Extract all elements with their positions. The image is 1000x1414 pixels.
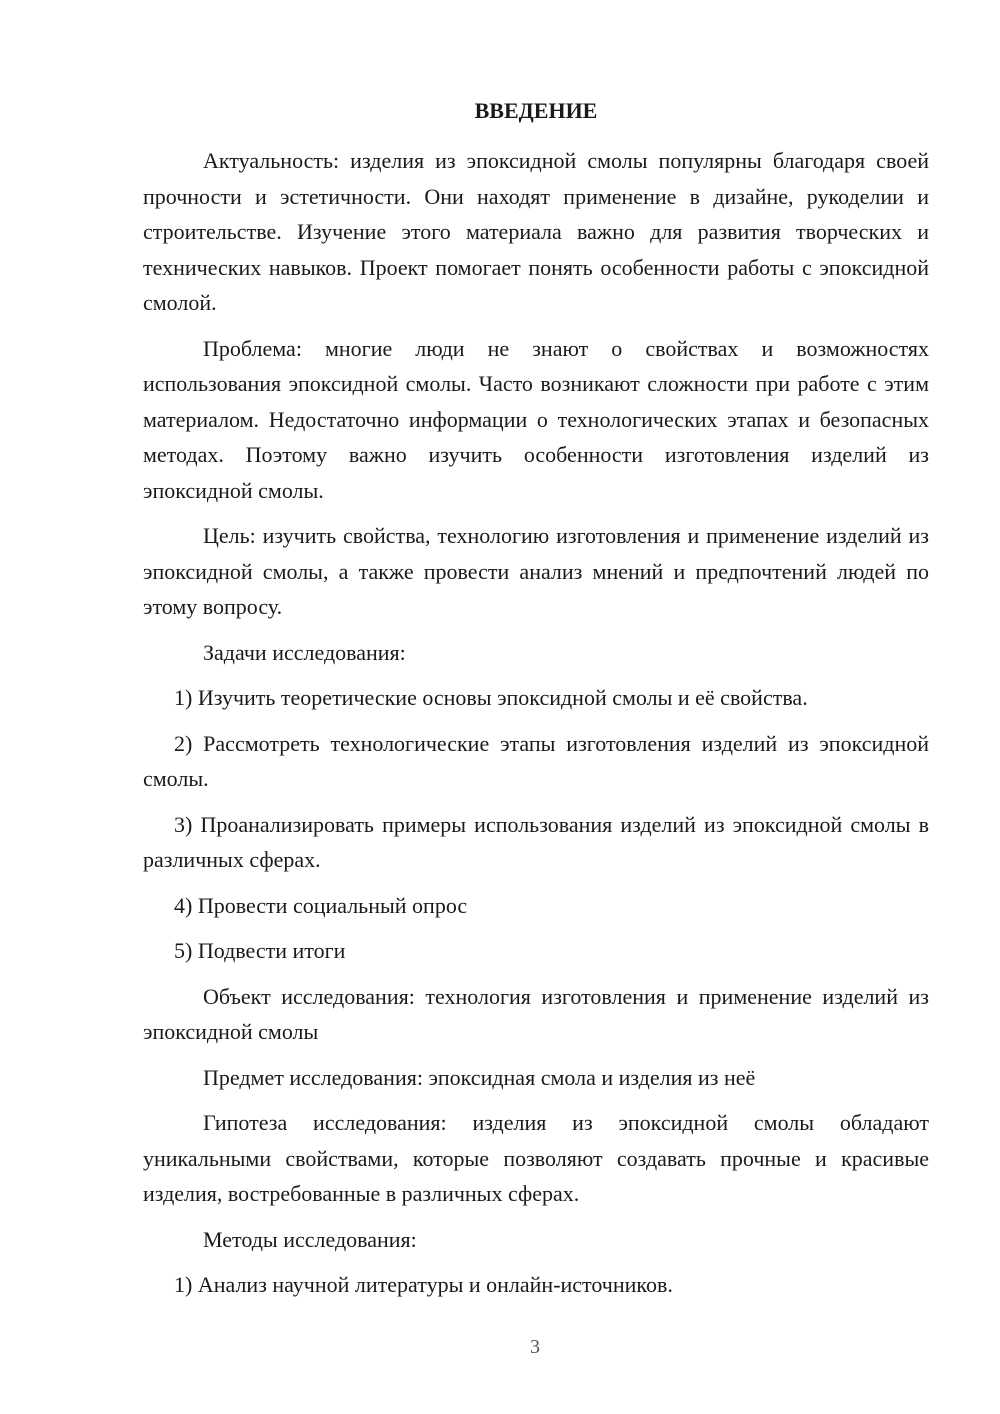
document-body: [143, 143, 929, 1313]
paragraph-relevance: Актуальность: изделия из эпоксидной смолы популярны благодаря своей прочности и эстетичности. Они находят применение в дизайне, рукоделии и строительстве. Изучение этого материала важно для развития творческих и технических навыков. Проект помогает понять особенности работы с эпоксидной смолой.: [143, 148, 929, 315]
page-number: 3: [530, 1336, 540, 1358]
paragraph-hypothesis: Гипотеза исследования: изделия из эпоксидной смолы обладают уникальными свойствами, которые позволяют создавать прочные и красивые изделия, востребованные в различных сферах.: [143, 1110, 929, 1206]
task-item-2: 2) Рассмотреть технологические этапы изготовления изделий из эпоксидной смолы.: [143, 730, 929, 791]
paragraph-object: Объект исследования: технология изготовления и применение изделий из эпоксидной смолы: [143, 983, 929, 1044]
paragraph-goal: Цель: изучить свойства, технологию изготовления и применение изделий из эпоксидной смолы, а также провести анализ мнений и предпочтений людей по этому вопросу.: [143, 523, 929, 619]
task-item-3: 3) Проанализировать примеры использования изделий из эпоксидной смолы в различных сферах.: [143, 811, 929, 872]
task-item-5: 5) Подвести итоги: [174, 938, 346, 963]
task-item-4: 4) Провести социальный опрос: [174, 892, 468, 918]
paragraph-problem: Проблема: многие люди не знают о свойствах и возможностях использования эпоксидной смолы. Часто возникают сложности при работе с этим материалом. Недостаточно информации о технологических этапах и безопасных методах. Поэтому важно изучить особенности изготовления изделий из эпоксидной смолы.: [143, 335, 929, 503]
paragraph-tasks-heading: Задачи исследования:: [203, 639, 406, 665]
page-heading: ВВЕДЕНИЕ: [474, 98, 598, 123]
method-item-1: 1) Анализ научной литературы и онлайн-источников.: [174, 1272, 673, 1297]
task-item-1: 1) Изучить теоретические основы эпоксидной смолы и её свойства.: [174, 685, 808, 710]
paragraph-subject: Предмет исследования: эпоксидная смола и изделия из неё: [203, 1064, 756, 1090]
paragraph-methods-heading: Методы исследования:: [203, 1226, 417, 1252]
